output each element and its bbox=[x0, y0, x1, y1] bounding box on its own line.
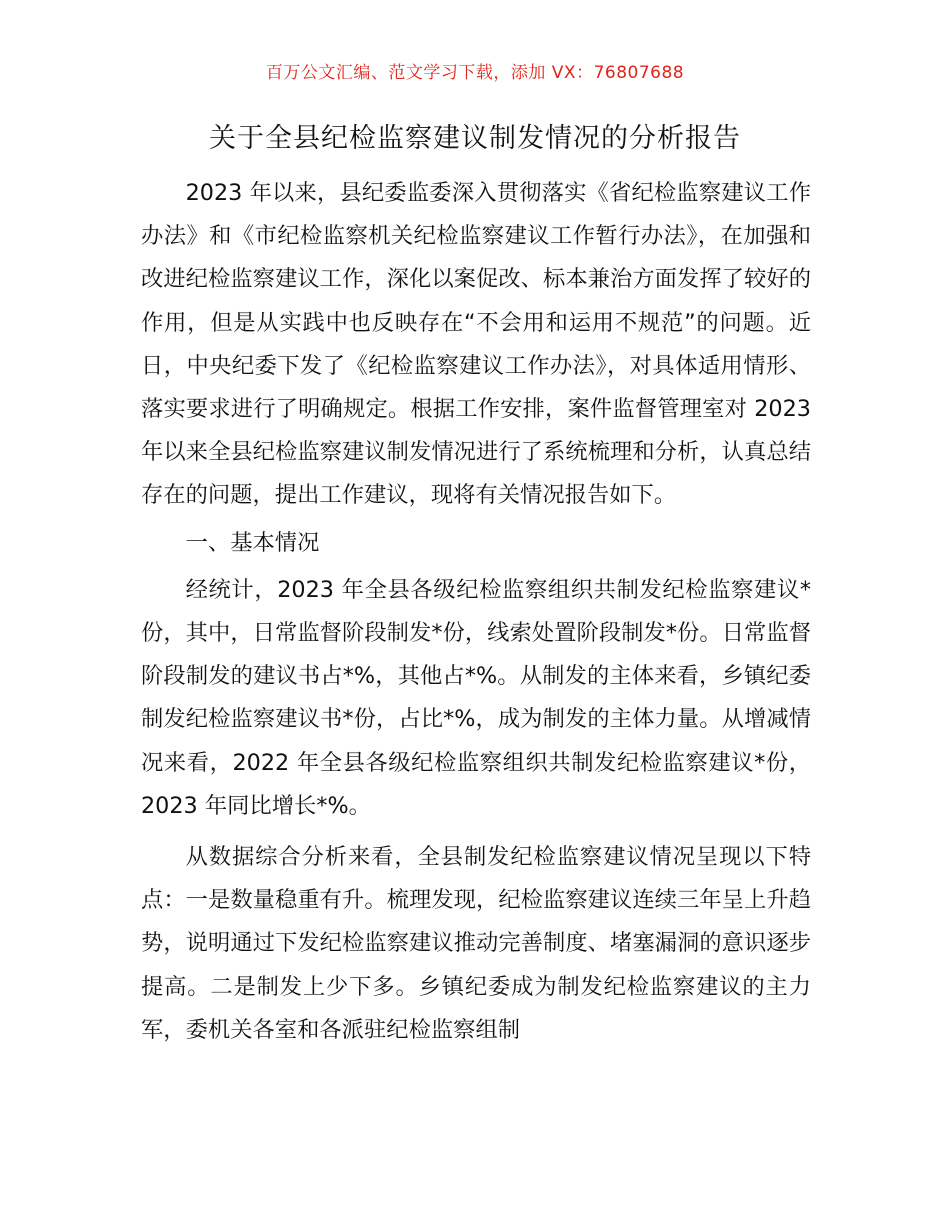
paragraph-analysis: 从数据综合分析来看，全县制发纪检监察建议情况呈现以下特点：一是数量稳重有升。梳理发现，纪检监察建议连续三年呈上升趋势，说明通过下发纪检监察建议推动完善制度、堵塞漏洞的意识逐步提高。二是制发上少下多。乡镇纪委成为制发纪检监察建议的主力军，委机关各室和各派驻纪检监察组制 bbox=[141, 844, 811, 1043]
paragraph-intro: 2023 年以来，县纪委监委深入贯彻落实《省纪检监察建议工作办法》和《市纪检监察机关纪检监察建议工作暂行办法》，在加强和改进纪检监察建议工作，深化以案促改、标本兼治方面发挥了较好的作用，但是从实践中也反映存在“不会用和运用不规范”的问题。近日，中央纪委下发了《纪检监察建议工作办法》，对具体适用情形、落实要求进行了明确规定。根据工作安排，案件监督管理室对 2023 年以来全县纪检监察建议制发情况进行了系统梳理和分析，认真总结存在的问题，提出工作建议，现将有关情况报告如下。 bbox=[141, 180, 811, 509]
paragraph-spacer bbox=[141, 828, 811, 836]
document-body bbox=[141, 172, 811, 1052]
watermark-banner: 百万公文汇编、范文学习下载，添加 VX：76807688 bbox=[265, 63, 685, 83]
section-heading-basic: 一、基本情况 bbox=[185, 529, 320, 556]
paragraph-statistics: 经统计，2023 年全县各级纪检监察组织共制发纪检监察建议*份，其中，日常监督阶段制发*份，线索处置阶段制发*份。日常监督阶段制发的建议书占*%，其他占*%。从制发的主体来看，乡镇纪委制发纪检监察建议书*份，占比*%，成为制发的主体力量。从增减情况来看，2022 年全县各级纪检监察组织共制发纪检监察建议*份，2023 年同比增长*%。 bbox=[141, 576, 811, 819]
document-title: 关于全县纪检监察建议制发情况的分析报告 bbox=[209, 123, 741, 154]
